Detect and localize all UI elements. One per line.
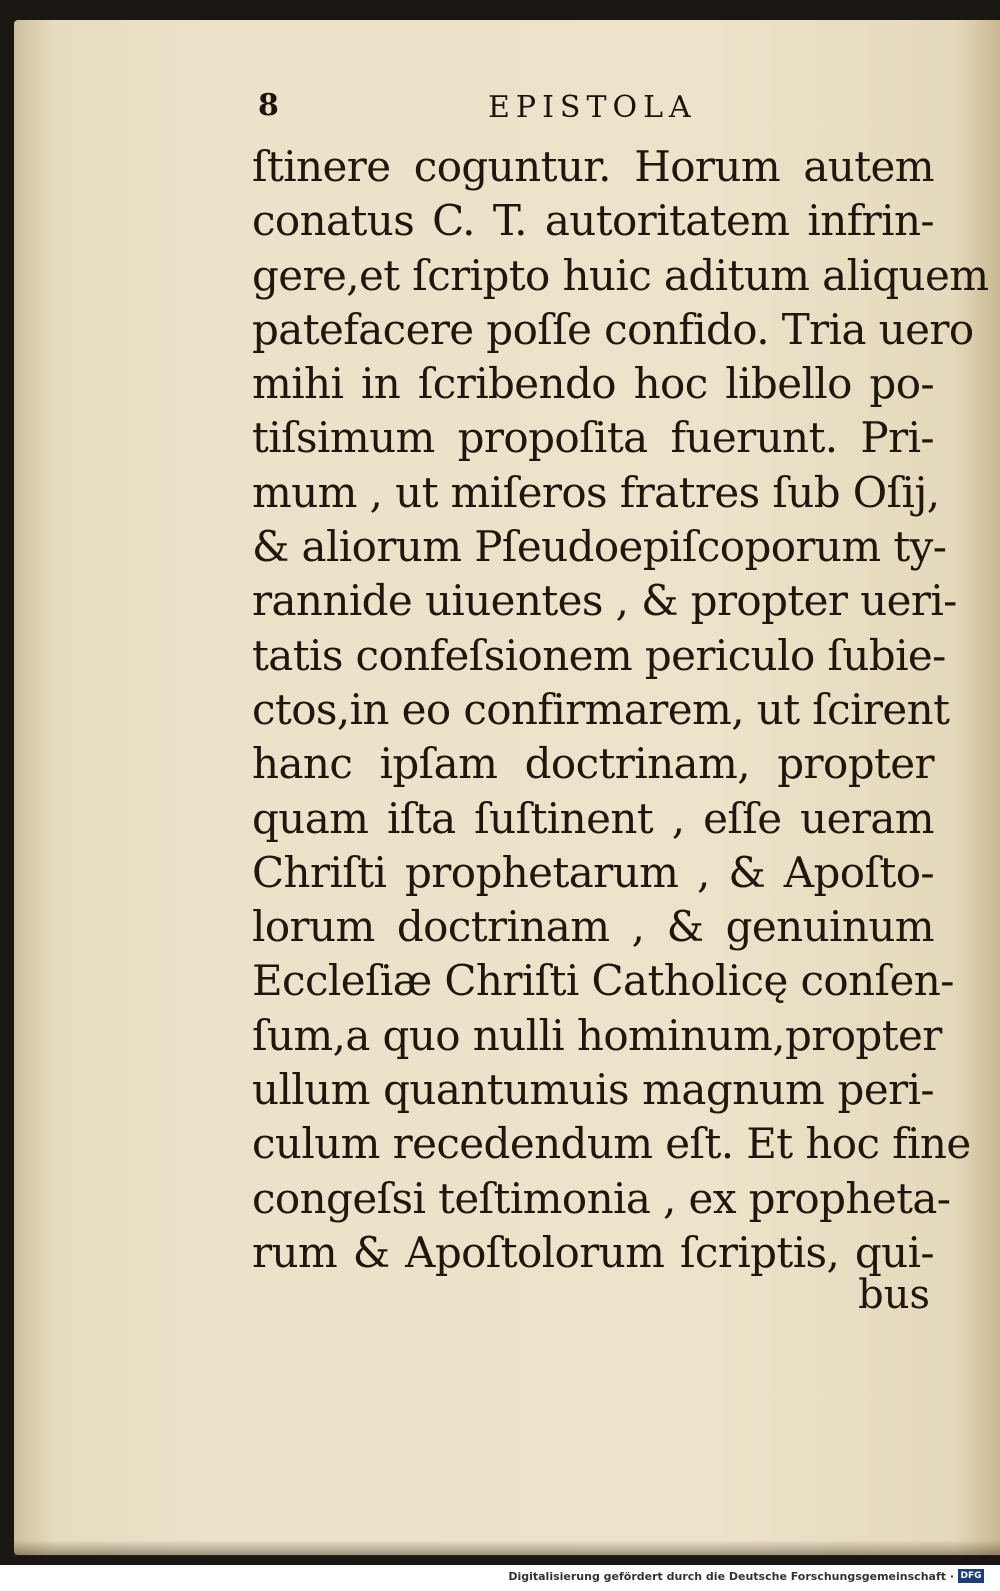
text-line: patefacere poſſe confido. Tria uero [252,304,974,354]
text-line: ullum quantumuis magnum peri- [252,1065,934,1115]
running-title: EPISTOLA [488,90,697,125]
text-line: congeſsi teſtimonia , ex propheta- [252,1173,951,1223]
text-line: rannide uiuentes , & propter ueri- [252,576,957,626]
text-line: tatis confeſsionem periculo ſubie- [252,630,946,680]
text-line: hanc ipſam doctrinam, propter [252,739,934,789]
text-line: gere,et ſcripto huic aditum aliquem [252,250,989,300]
text-line: mum , ut miſeros fratres ſub Oſij, [252,467,940,517]
page-edge-shadow [14,1540,1000,1556]
text-line: & aliorum Pſeudoepiſcoporum ty- [252,522,947,572]
page-number: 8 [258,88,279,123]
text-line: conatus C. T. autoritatem infrin- [252,196,934,246]
text-line: ſum,a quo nulli hominum,propter [252,1010,942,1060]
text-line: culum recedendum eſt. Et hoc fine [252,1119,971,1169]
running-head [258,88,698,128]
text-line: Chriſti prophetarum , & Apoſto- [252,847,934,897]
text-line: tiſsimum propoſita fuerunt. Pri- [252,413,934,463]
footer-bar [0,1565,1000,1591]
text-line: mihi in ſcribendo hoc libello po- [252,359,934,409]
text-line: quam iſta ſuſtinent , eſſe ueram [252,793,934,843]
text-line: ctos,in eo confirmarem, ut ſcirent [252,684,950,734]
dfg-logo: DFG [958,1569,984,1583]
catchword: bus [858,1272,930,1318]
footer-credit: Digitalisierung gefördert durch die Deutsche Forschungsgemeinschaft · [508,1570,954,1583]
body-text [252,140,989,1280]
text-line: lorum doctrinam , & genuinum [252,902,934,952]
text-line: Eccleſiæ Chriſti Catholicę conſen- [252,956,954,1006]
text-line: rum & Apoſtolorum ſcriptis, qui- [252,1227,934,1277]
text-line: ſtinere coguntur. Horum autem [252,142,934,191]
